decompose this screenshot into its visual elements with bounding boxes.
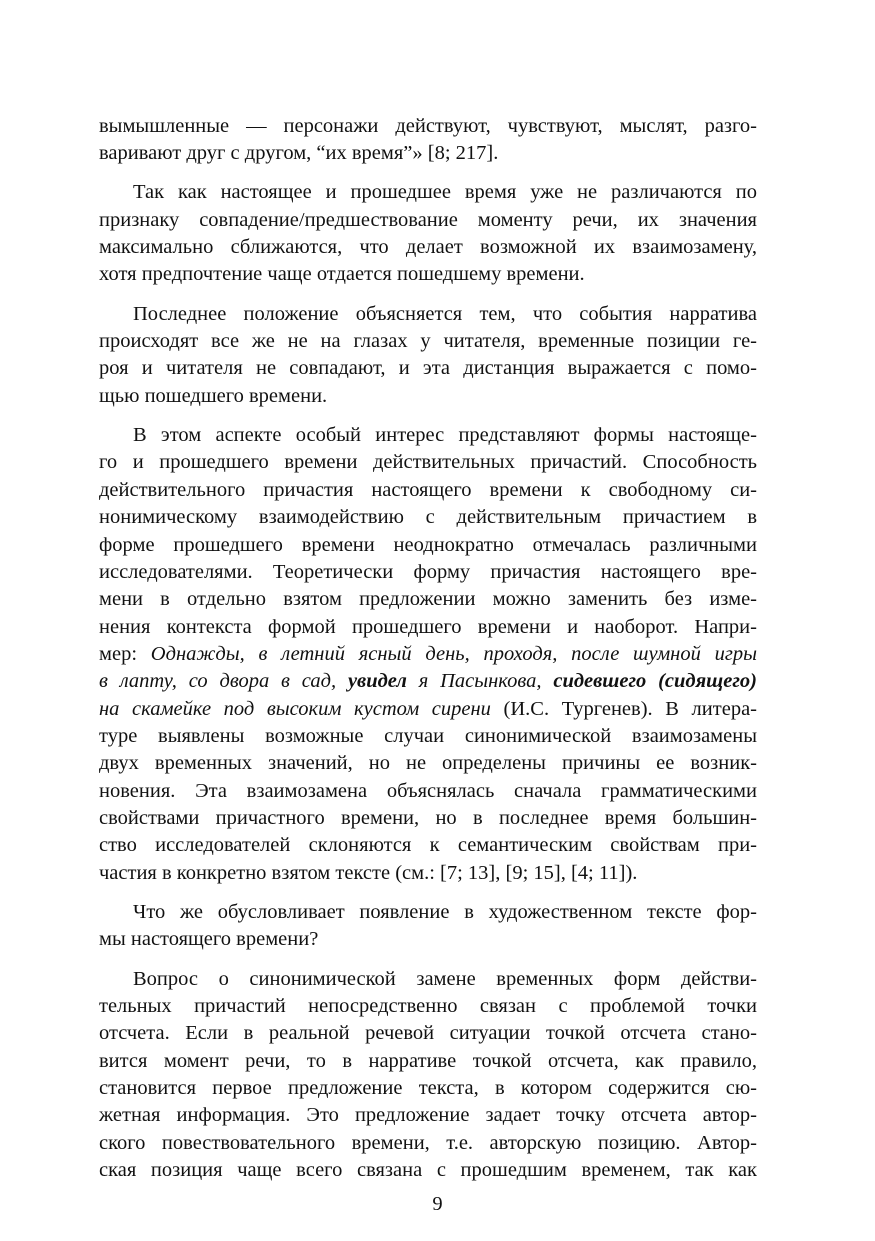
text-line: ская позиция чаще всего связана с прошедшим временем, так как [99,1159,757,1181]
paragraph-first-line: Что же обусловливает появление в художественном тексте фор- [133,901,757,923]
text-line: роя и читателя не совпадают, и эта дистанция выражается с помо- [99,357,757,379]
text-line: максимально сближаются, что делает возможной их взаимозамену, [99,236,757,258]
paragraph-first-line: Последнее положение объясняется тем, что события нарратива [133,303,757,325]
italic-quote: в лапту, со двора в сад, [99,670,348,692]
text-line: щью пошедшего времени. [99,385,328,407]
text-line: происходят все же не на глазах у читателя, временные позиции ге- [99,330,757,352]
text-line: хотя предпочтение чаще отдается пошедшему времени. [99,263,585,285]
bold-italic-emphasis: увидел [347,670,407,692]
text-line: вымышленные — персонажи действуют, чувствуют, мыслят, разго- [99,115,757,137]
text-run: мер: [99,643,151,665]
example-line [99,639,757,669]
text-line: исследователями. Теоретически форму причастия настоящего вре- [99,561,757,583]
text-line: варивают друг с другом, “их время”» [8; 217]. [99,142,499,164]
example-line [99,694,757,724]
text-line: новения. Эта взаимозамена объяснялась сначала грамматическими [99,780,757,802]
text-line: ского повествовательного времени, т.е. авторскую позицию. Автор- [99,1132,757,1154]
italic-quote: Однажды, в летний ясный день, проходя, после шумной игры [150,643,757,665]
text-line: нения контекста формой прошедшего времени и наоборот. Напри- [99,616,757,638]
text-line: признаку совпадение/предшествование моменту речи, их значения [99,209,757,231]
text-line: свойствами причастного времени, но в последнее время большин- [99,807,757,829]
example-line [99,666,757,696]
text-line: мени в отдельно взятом предложении можно заменить без изме- [99,588,757,610]
text-line: нонимическому взаимодействию с действительным причастием в [99,506,757,528]
text-line: вится момент речи, то в нарративе точкой отсчета, как правило, [99,1050,757,1072]
italic-quote: я Пасынкова, [406,670,554,692]
text-line: форме прошедшего времени неоднократно отмечалась различными [99,534,757,556]
paragraph-first-line: Вопрос о синонимической замене временных форм действи- [133,968,757,990]
paragraph-first-line: В этом аспекте особый интерес представляют формы настояще- [133,424,757,446]
page-number: 9 [432,1193,443,1215]
paragraph-first-line: Так как настоящее и прошедшее время уже не различаются по [133,181,757,203]
text-line: тельных причастий непосредственно связан с проблемой точки [99,995,757,1017]
text-line: го и прошедшего времени действительных причастий. Способность [99,451,757,473]
text-line: мы настоящего времени? [99,928,319,950]
text-line: частия в конкретно взятом тексте (см.: [7; 13], [9; 15], [4; 11]). [99,862,638,884]
text-line: туре выявлены возможные случаи синонимической взаимозамены [99,725,757,747]
text-line: жетная информация. Это предложение задает точку отсчета автор- [99,1104,757,1126]
text-line: ство исследователей склоняются к семантическим свойствам при- [99,834,757,856]
text-line: действительного причастия настоящего времени к свободному си- [99,479,757,501]
text-line: двух временных значений, но не определены причины ее возник- [99,752,757,774]
bold-italic-emphasis: сидевшего (сидящего) [553,670,757,692]
text-line: становится первое предложение текста, в котором содержится сю- [99,1077,757,1099]
italic-quote: на скамейке под высоким кустом сирени [99,698,491,720]
text-run: (И.С. Тургенев). В литера- [490,698,757,720]
text-line: отсчета. Если в реальной речевой ситуации точкой отсчета стано- [99,1022,757,1044]
